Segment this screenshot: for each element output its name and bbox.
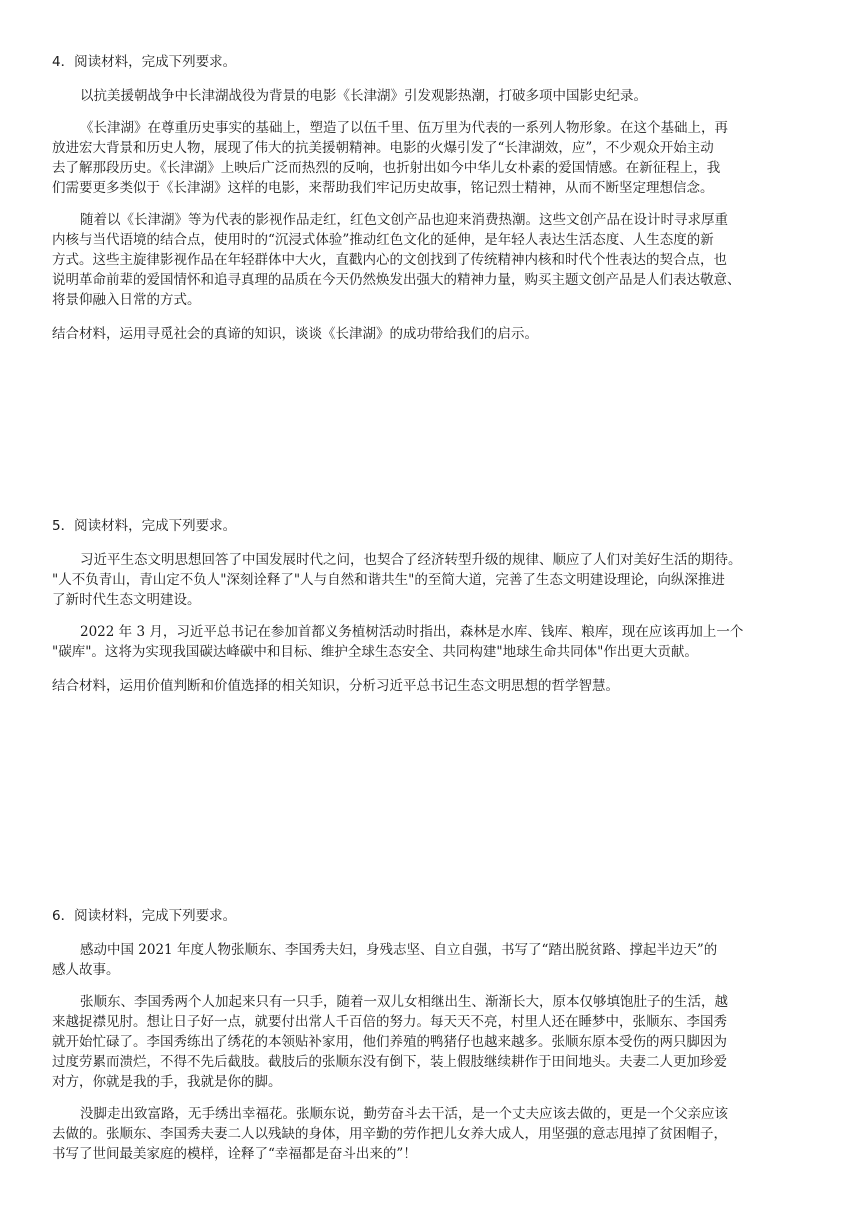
text-line: 感人故事。 [52, 962, 120, 978]
text-line: 方式。这些主旋律影视作品在年轻群体中大火，直戳内心的文创找到了传统精神内核和时代个性表达的契合点，也 [52, 252, 727, 268]
question-4-paragraph-3 [52, 210, 812, 310]
text-line: 随着以《长津湖》等为代表的影视作品走红，红色文创产品也迎来消费热潮。这些文创产品在设计时寻求厚重 [80, 212, 728, 228]
text-line: 没脚走出致富路，无手绣出幸福花。张顺东说，勤劳奋斗去干活，是一个丈夫应该去做的，更是一个父亲应该 [80, 1106, 728, 1122]
text-line: 将景仰融入日常的方式。 [52, 292, 201, 308]
question-5-paragraph-2 [52, 622, 812, 662]
text-line: 就开始忙碌了。李国秀练出了绣花的本领贴补家用，他们养殖的鸭猪仔也越来越多。张顺东原本受伤的两只脚因为 [52, 1034, 727, 1050]
question-6-paragraph-3 [52, 1104, 812, 1164]
text-line: 内核与当代语境的结合点，使用时的“沉浸式体验”推动红色文化的延伸，是年轻人表达生活态度、人生态度的新 [52, 232, 714, 248]
text-line: 过度劳累而溃烂，不得不先后截肢。截肢后的张顺东没有倒下，装上假肢继续耕作于田间地头。夫妻二人更加珍爱 [52, 1054, 727, 1070]
question-6-paragraph-2 [52, 992, 812, 1092]
text-line: 去了解那段历史。《长津湖》上映后广泛而热烈的反响，也折射出如今中华儿女朴素的爱国情感。在新征程上，我 [52, 160, 721, 176]
question-6-heading: 6．阅读材料，完成下列要求。 [52, 908, 237, 924]
text-line: 书写了世间最美家庭的模样，诠释了“幸福都是奋斗出来的”！ [52, 1146, 417, 1162]
text-line: 了新时代生态文明建设。 [52, 592, 201, 608]
question-4-heading: 4．阅读材料，完成下列要求。 [52, 54, 237, 70]
question-4-task: 结合材料，运用寻觅社会的真谛的知识，谈谈《长津湖》的成功带给我们的启示。 [52, 326, 538, 342]
question-5-paragraph-1 [52, 550, 812, 610]
question-4-paragraph-1 [52, 86, 812, 106]
question-5-heading: 5．阅读材料，完成下列要求。 [52, 518, 237, 534]
text-line: 张顺东、李国秀两个人加起来只有一只手，随着一双儿女相继出生、渐渐长大，原本仅够填饱肚子的生活，越 [80, 994, 728, 1010]
text-line: 感动中国 2021 年度人物张顺东、李国秀夫妇，身残志坚、自立自强，书写了“踏出脱贫路、撑起半边天”的 [80, 942, 718, 958]
question-5-task: 结合材料，运用价值判断和价值选择的相关知识，分析习近平总书记生态文明思想的哲学智慧。 [52, 678, 619, 694]
text-line: 去做的。张顺东、李国秀夫妻二人以残缺的身体，用辛勤的劳作把儿女养大成人，用坚强的意志甩掉了贫困帽子， [52, 1126, 727, 1142]
text-line: "碳库"。这将为实现我国碳达峰碳中和目标、维护全球生态安全、共同构建"地球生命共同体"作出更大贡献。 [52, 644, 698, 660]
text-line: 说明革命前辈的爱国情怀和追寻真理的品质在今天仍然焕发出强大的精神力量，购买主题文创产品是人们表达敬意、 [52, 272, 741, 288]
text-line: 对方，你就是我的手，我就是你的脚。 [52, 1074, 282, 1090]
question-4 [52, 52, 812, 344]
text-line: 放进宏大背景和历史人物，展现了伟大的抗美援朝精神。电影的火爆引发了“长津湖效，应”，不少观众开始主动 [52, 140, 714, 156]
question-5 [52, 516, 812, 696]
text-line: 来越捉襟见肘。想让日子好一点，就要付出常人千百倍的努力。每天天不亮，村里人还在睡梦中，张顺东、李国秀 [52, 1014, 727, 1030]
text-line: 习近平生态文明思想回答了中国发展时代之问，也契合了经济转型升级的规律、顺应了人们对美好生活的期待。 [80, 552, 742, 568]
text-line: "人不负青山，青山定不负人"深刻诠释了"人与自然和谐共生"的至简大道，完善了生态文明建设理论，向纵深推进 [52, 572, 725, 588]
text-line: 们需要更多类似于《长津湖》这样的电影，来帮助我们牢记历史故事，铭记烈士精神，从而不断坚定理想信念。 [52, 180, 714, 196]
text-line: 2022 年 3 月，习近平总书记在参加首都义务植树活动时指出，森林是水库、钱库、粮库，现在应该再加上一个 [80, 624, 744, 640]
text-line: 以抗美援朝战争中长津湖战役为背景的电影《长津湖》引发观影热潮，打破多项中国影史纪录。 [80, 88, 647, 104]
text-line: 《长津湖》在尊重历史事实的基础上，塑造了以伍千里、伍万里为代表的一系列人物形象。在这个基础上，再 [80, 120, 728, 136]
question-4-paragraph-2 [52, 118, 812, 198]
question-6 [52, 906, 812, 1164]
question-6-paragraph-1 [52, 940, 812, 980]
